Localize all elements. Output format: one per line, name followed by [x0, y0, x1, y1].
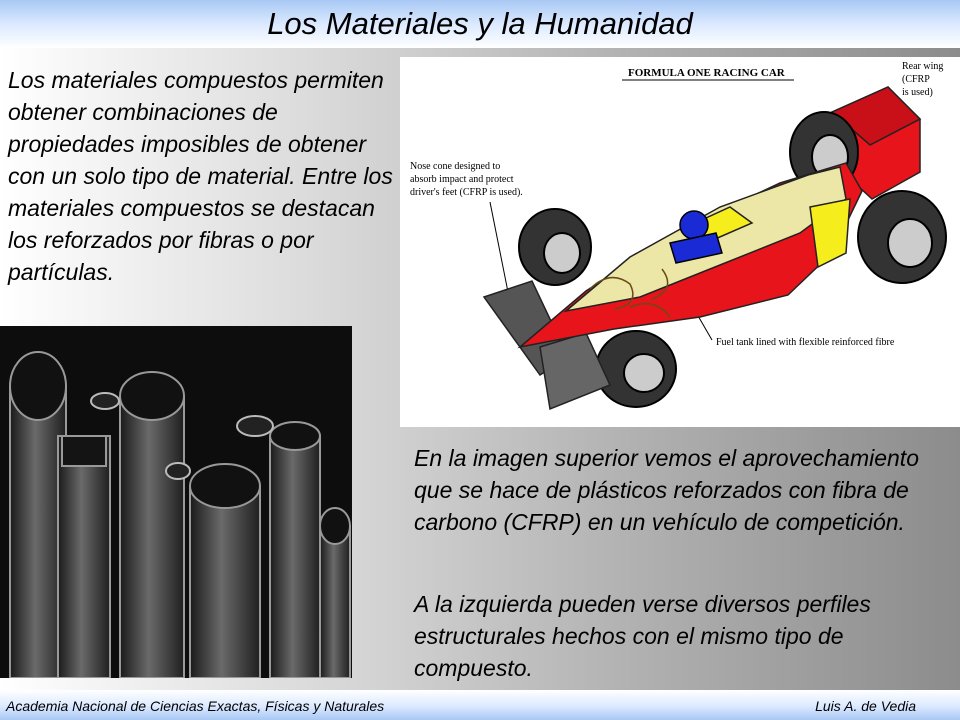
slide-title: Los Materiales y la Humanidad	[267, 6, 693, 41]
fuel-tank-label: Fuel tank lined with flexible reinforced fibre	[716, 337, 895, 348]
front-wheel-right	[596, 331, 676, 407]
nose-label-2: absorb impact and protect	[410, 174, 514, 185]
slide-footer	[0, 690, 960, 720]
rear-wing-label-3: is used)	[902, 87, 933, 98]
svg-text:Rear wing (CFRP is	[902, 61, 946, 98]
carbon-fiber-profiles-photo	[0, 326, 352, 678]
footer-institution: Academia Nacional de Ciencias Exactas, Físicas y Naturales	[6, 698, 385, 714]
rear-wing-label-2: (CFRP	[902, 74, 930, 85]
front-wheel-left	[519, 209, 591, 285]
nose-label-3: driver's feet (CFRP is used).	[410, 187, 523, 198]
svg-text:Nose cone designed to ab	[410, 161, 523, 198]
caption-top-image: En la imagen superior vemos el aprovechamiento que se hace de plásticos reforzados con fibra de carbono (CFRP) en un vehículo de competición.	[414, 445, 919, 535]
rear-wing-label-1: Rear wing	[902, 61, 944, 72]
diagram-heading: FORMULA ONE RACING CAR	[628, 67, 785, 79]
rear-wheel-right	[858, 191, 946, 283]
footer-author: Luis A. de Vedia	[815, 698, 916, 714]
formula-one-diagram	[400, 57, 960, 427]
intro-paragraph: Los materiales compuestos permiten obtener combinaciones de propiedades imposibles de obtener con un solo tipo de material. Entre los materiales compuestos se destacan los reforzados por fibras o por partículas.	[8, 67, 393, 285]
caption-left-image: A la izquierda pueden verse diversos perfiles estructurales hechos con el mismo tipo de compuesto.	[414, 591, 871, 681]
nose-label-1: Nose cone designed to	[410, 161, 501, 172]
slide-header	[0, 0, 960, 48]
